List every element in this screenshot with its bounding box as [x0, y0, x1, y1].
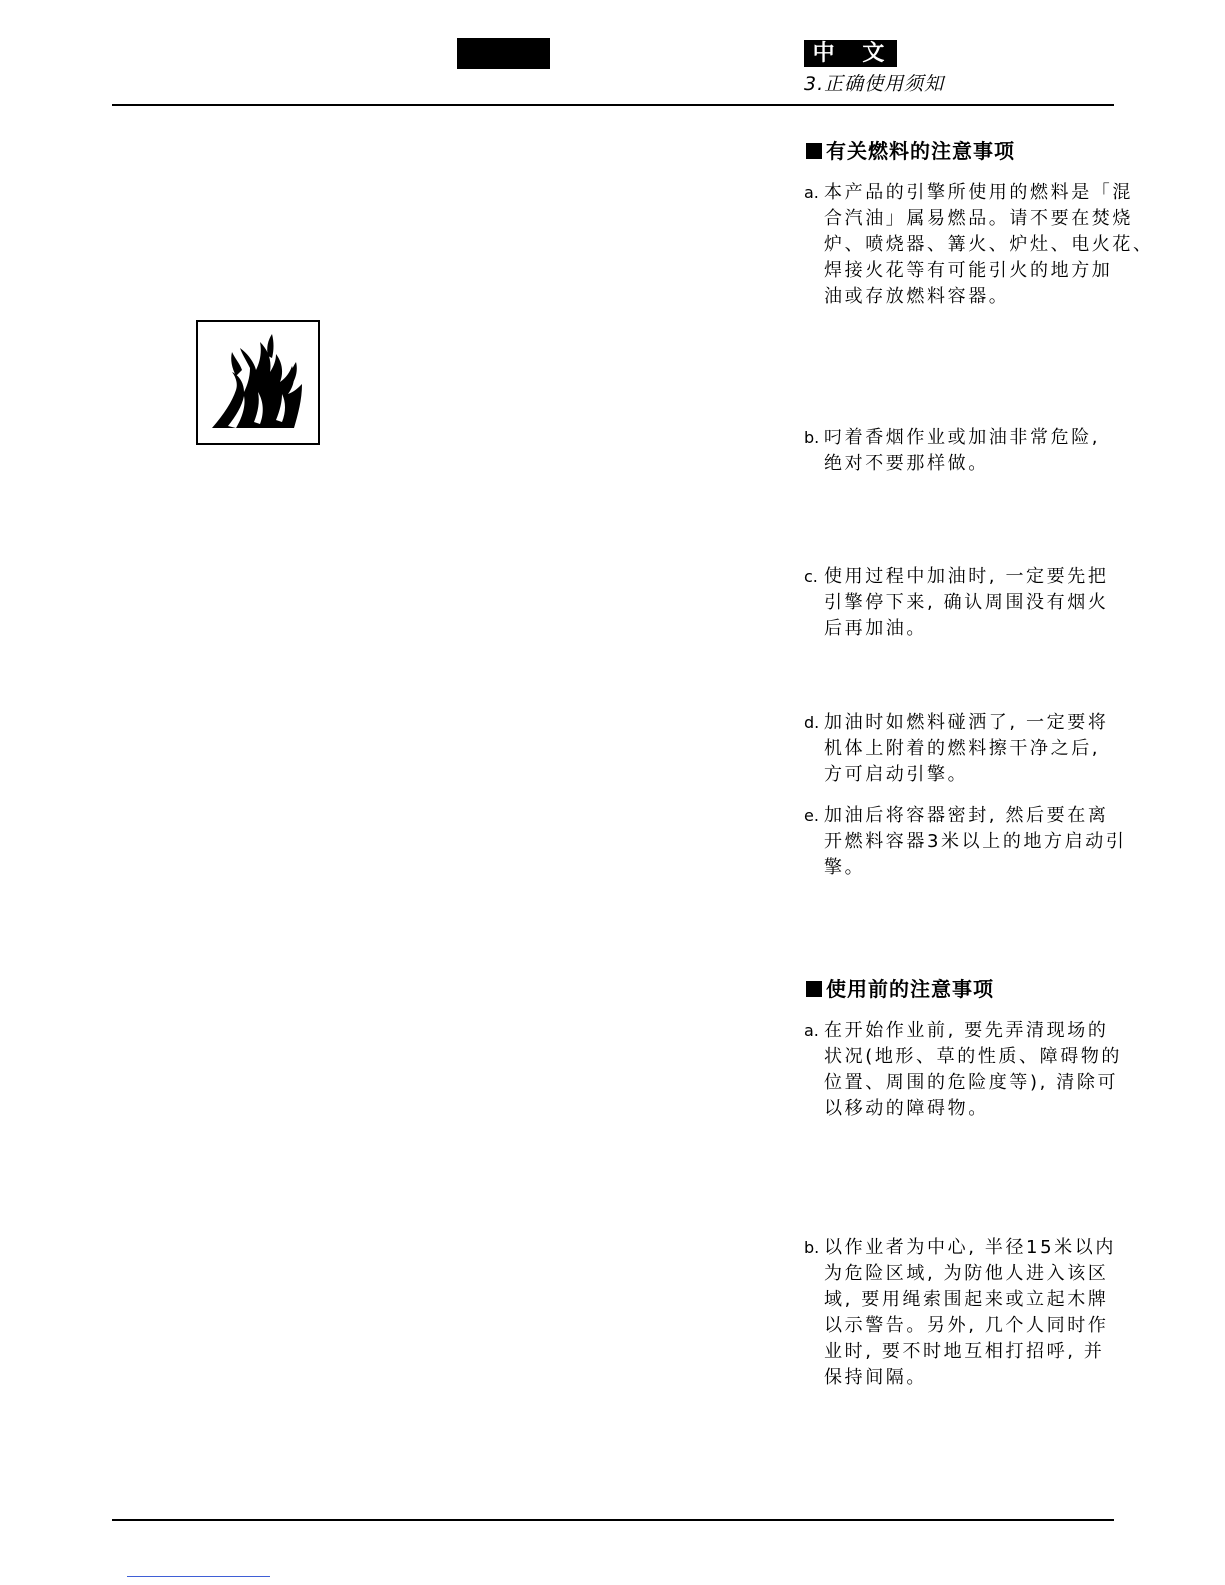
item-line: 加油时如燃料碰洒了, 一定要将 [824, 712, 1109, 733]
item-line: 使用过程中加油时, 一定要先把 [824, 566, 1109, 587]
item-line: 合汽油」属易燃品。请不要在焚烧 [824, 208, 1133, 229]
item-line: 叼着香烟作业或加油非常危险, [824, 427, 1101, 448]
heading-square-bullet [806, 143, 822, 159]
fire-warning-pictogram [196, 320, 320, 445]
bottom-rule [112, 1519, 1114, 1521]
fuel-item-a [804, 180, 1154, 310]
item-line: 业时, 要不时地互相打招呼, 并 [824, 1341, 1105, 1362]
fuel-heading-text: 有关燃料的注意事项 [826, 139, 1015, 163]
item-line: 焊接火花等有可能引火的地方加 [824, 260, 1113, 281]
item-line: 位置、周围的危险度等), 清除可 [824, 1072, 1119, 1093]
item-marker: a. [804, 1021, 819, 1040]
header-black-block [457, 38, 550, 69]
item-line: 状况(地形、草的性质、障碍物的 [824, 1046, 1123, 1067]
item-line: 域, 要用绳索围起来或立起木牌 [824, 1289, 1109, 1310]
fuel-heading [806, 135, 1015, 164]
item-marker: b. [804, 428, 820, 447]
item-line: 开燃料容器3米以上的地方启动引 [824, 831, 1127, 852]
item-line: 擎。 [824, 857, 866, 878]
item-marker: b. [804, 1238, 820, 1257]
item-line: 油或存放燃料容器。 [824, 286, 1010, 307]
item-line: 以移动的障碍物。 [824, 1098, 989, 1119]
item-line: 保持间隔。 [824, 1367, 927, 1388]
pre-use-heading-text: 使用前的注意事项 [826, 977, 994, 1001]
pre-use-heading [806, 973, 994, 1002]
item-line: 以作业者为中心, 半径15米以内 [824, 1237, 1116, 1258]
item-marker: e. [804, 806, 819, 825]
item-line: 在开始作业前, 要先弄清现场的 [824, 1020, 1109, 1041]
item-line: 为危险区域, 为防他人进入该区 [824, 1263, 1109, 1284]
pre-use-item-a [804, 1018, 1123, 1122]
item-marker: c. [804, 567, 818, 586]
item-line: 以示警告。另外, 几个人同时作 [824, 1315, 1109, 1336]
item-line: 方可启动引擎。 [824, 764, 969, 785]
item-line: 本产品的引擎所使用的燃料是「混 [824, 182, 1133, 203]
item-marker: d. [804, 713, 820, 732]
fuel-item-b [804, 425, 1114, 477]
item-line: 加油后将容器密封, 然后要在离 [824, 805, 1109, 826]
fuel-item-c [804, 564, 1114, 642]
footer-link-underline[interactable] [127, 1576, 270, 1577]
item-marker: a. [804, 183, 819, 202]
pre-use-item-b [804, 1235, 1114, 1391]
heading-square-bullet [806, 981, 822, 997]
section-label: 3.正确使用须知 [804, 73, 945, 95]
item-line: 机体上附着的燃料擦干净之后, [824, 738, 1101, 759]
fire-warning-icon [206, 330, 310, 434]
item-line: 炉、喷烧器、篝火、炉灶、电火花、 [824, 234, 1154, 255]
item-line: 引擎停下来, 确认周围没有烟火 [824, 592, 1109, 613]
top-rule [112, 104, 1114, 106]
item-line: 绝对不要那样做。 [824, 453, 989, 474]
item-line: 后再加油。 [824, 618, 927, 639]
fuel-item-d [804, 710, 1114, 788]
language-badge: 中 文 [804, 40, 897, 67]
fuel-item-e [804, 803, 1127, 881]
